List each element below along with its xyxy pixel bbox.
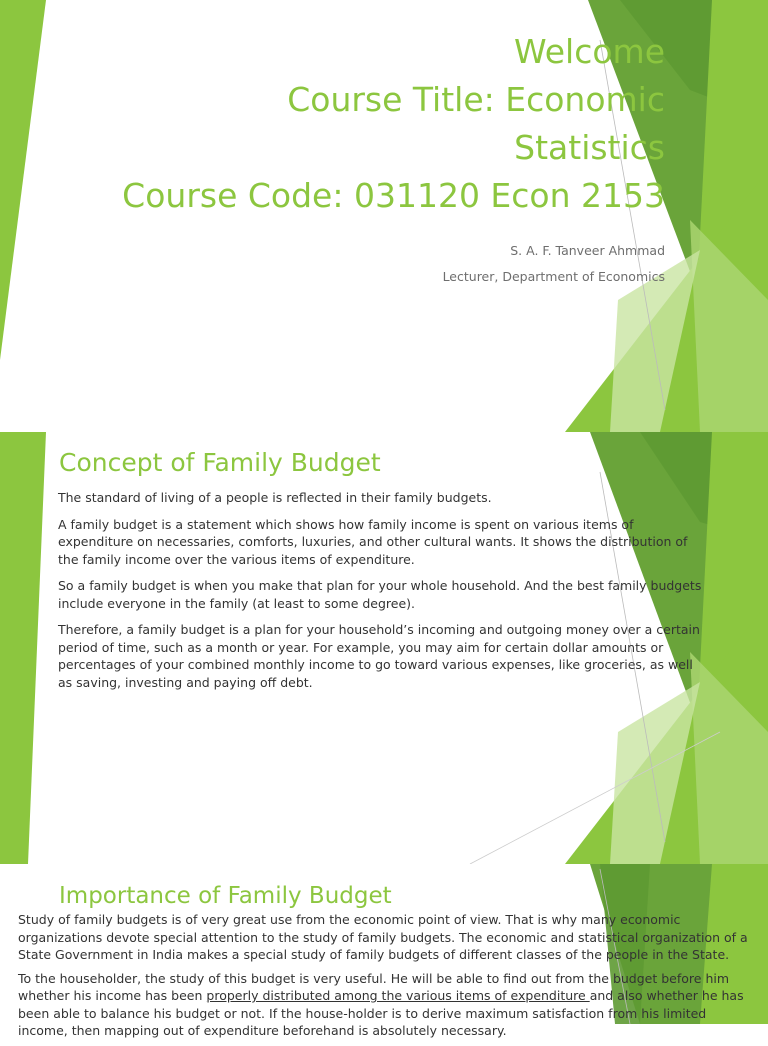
course-title: [122, 28, 665, 220]
title-line: Course Code: 031120 Econ 2153: [122, 176, 665, 215]
underlined-text: properly distributed among the various items of expenditure: [206, 988, 590, 1003]
paragraph-text: and also whether he has been able to balance his budget or not. If the house-holder is to derive maximum satisfaction from his limited income, then mapping out of expenditure beforehand is absolutely necessary.: [18, 988, 744, 1038]
slide-title: [0, 0, 768, 432]
paragraph: The standard of living of a people is reflected in their family budgets.: [58, 490, 492, 505]
paragraph: [18, 970, 750, 1040]
section-title: Importance of Family Budget: [59, 883, 392, 909]
paragraph-text: To the householder, the study of this budget is very useful. He will be able to find out from the budget before him whether his income has been: [18, 970, 730, 1003]
paragraph: A family budget is a statement which shows how family income is spent on various items of expenditure on necessaries, comforts, luxuries, and other cultural wants. It shows the distribution of the family income over the various items of expenditure.: [58, 516, 688, 567]
section-title: Concept of Family Budget: [59, 448, 381, 477]
title-line: Statistics: [514, 128, 665, 167]
paragraph: So a family budget is when you make that plan for your whole household. And the best family budgets include everyone in the family (at least to some degree).: [58, 578, 702, 611]
paragraph: Study of family budgets is of very great use from the economic point of view. That is why many economic organizations devote special attention to the study of family budgets. The economic and statistical organization of a State Government in India makes a special study of family budgets of different classes of the people in the State.: [18, 912, 748, 962]
author-affiliation: Lecturer, Department of Economics: [442, 269, 665, 284]
slide-importance: [0, 864, 768, 1038]
section-body: [58, 489, 708, 700]
slide-concept: [0, 432, 768, 864]
title-line: Course Title: Economic: [287, 80, 665, 119]
title-line: Welcome: [514, 32, 665, 71]
paragraph: Therefore, a family budget is a plan for your household’s incoming and outgoing money over a certain period of time, such as a month or year. For example, you may aim for certain dollar amounts or percentages of your combined monthly income to go toward various expenses, like groceries, as well as saving, investing and paying off debt.: [58, 622, 700, 690]
section-body: [18, 911, 750, 1046]
author-name: S. A. F. Tanveer Ahmmad: [510, 243, 665, 258]
